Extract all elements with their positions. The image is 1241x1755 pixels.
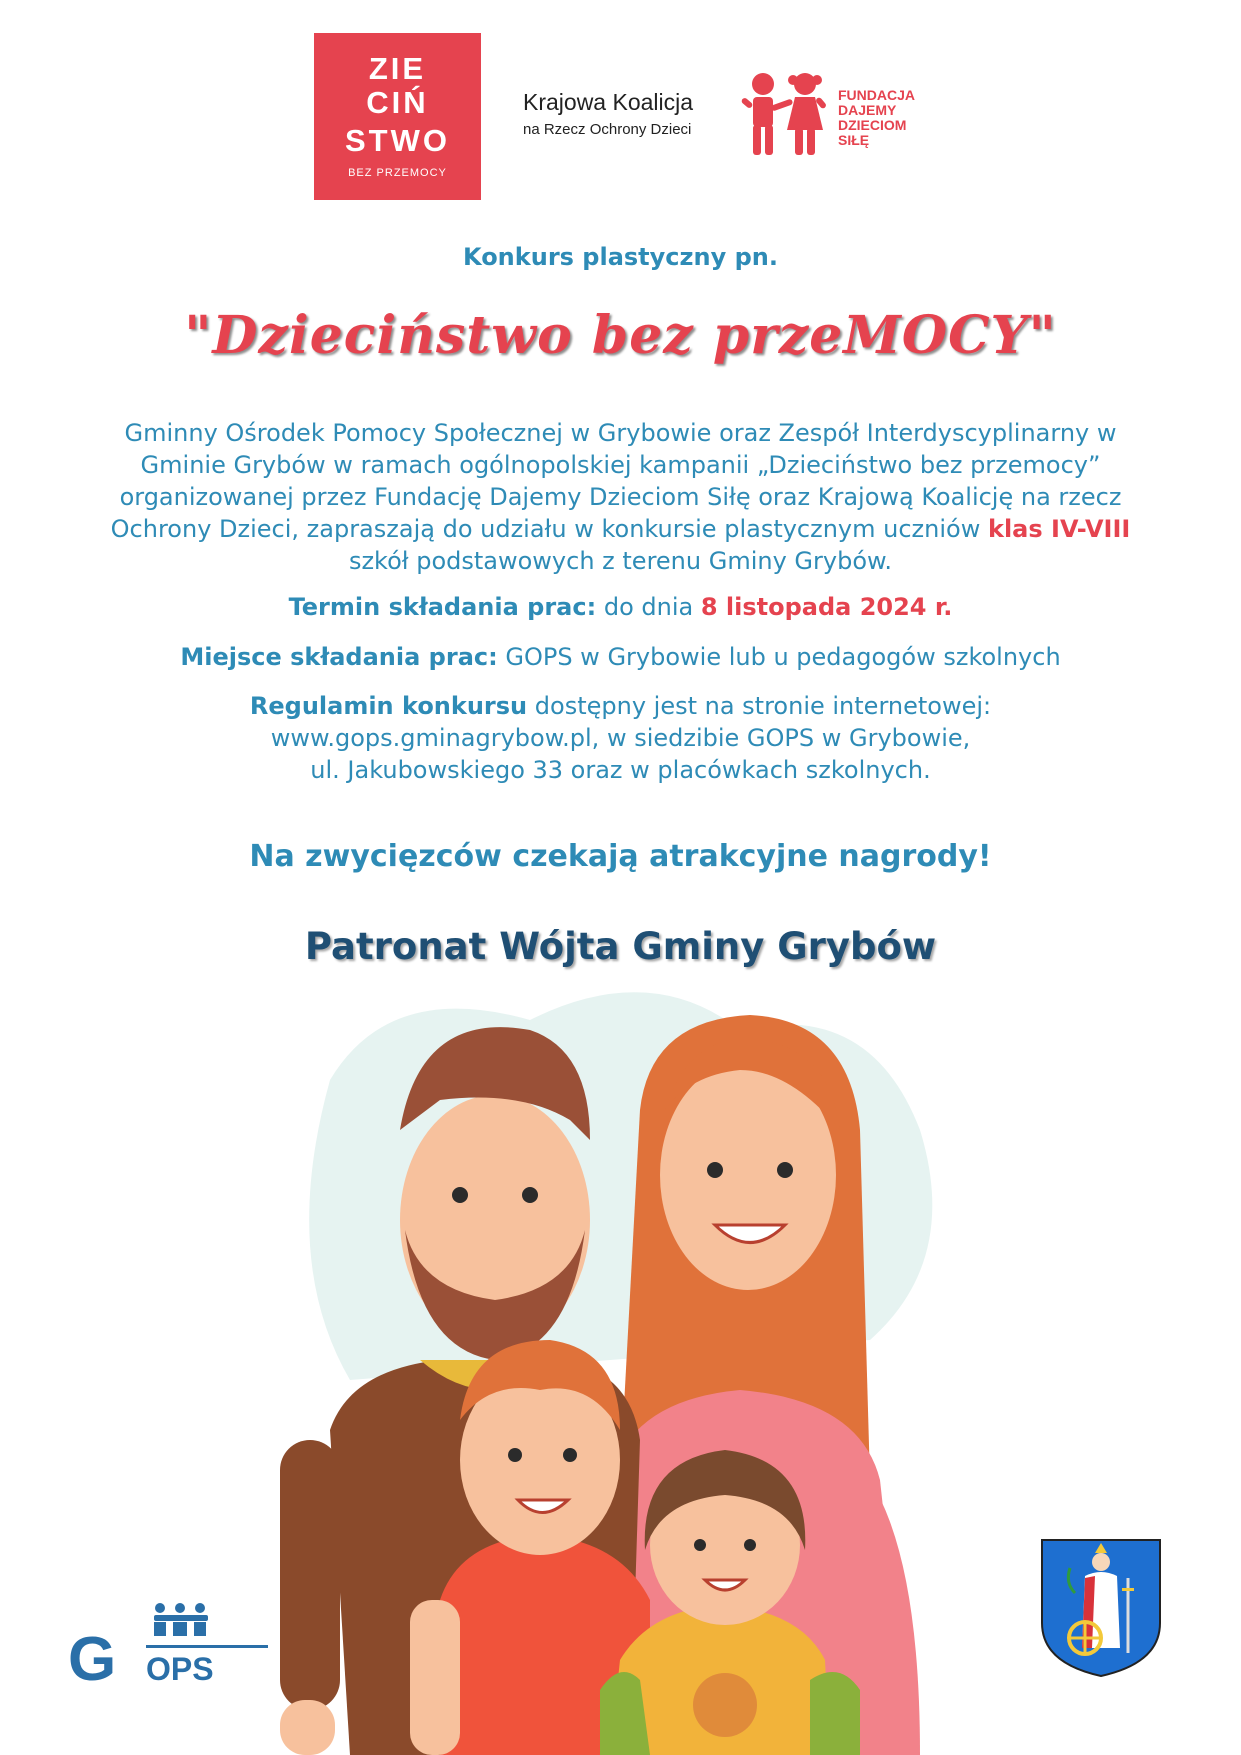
regulamin-label: Regulamin konkursu bbox=[249, 692, 528, 720]
coat-of-arms-icon bbox=[1040, 1538, 1162, 1678]
regulamin-line: www.gops.gminagrybow.pl, w siedzibie GOPS w Grybowie, bbox=[270, 724, 971, 752]
intro-text: Gminny Ośrodek Pomocy Społecznej w Grybowie oraz Zespół Interdyscyplinarny w Gminie Grybów w ramach ogólnopolskiej kampanii „Dzieciństwo bez przemocy” organizowanej przez Fundację Dajemy Dzieciom Siłę oraz Krajową Koalicję na rzecz Ochrony Dzieci, zapraszają do udziału w konkursie plastycznym uczniów bbox=[110, 419, 1122, 543]
regulamin-line: ul. Jakubowskiego 33 oraz w placówkach szkolnych. bbox=[310, 756, 931, 784]
fundacja-line: DAJEMY bbox=[838, 102, 897, 118]
konkurs-label: Konkurs plastyczny pn. bbox=[463, 243, 778, 271]
termin-line bbox=[0, 593, 1241, 621]
gops-letters: OPS bbox=[146, 1651, 214, 1685]
logo-line: STWO bbox=[345, 123, 450, 158]
intro-text-end: szkół podstawowych z terenu Gminy Grybów. bbox=[348, 547, 893, 575]
patronage-headline: Patronat Wójta Gminy Grybów bbox=[304, 925, 937, 968]
regulamin-block bbox=[0, 690, 1241, 786]
intro-paragraph bbox=[110, 417, 1131, 577]
logo-tagline: BEZ PRZEMOCY bbox=[348, 167, 447, 179]
miejsce-text: GOPS w Grybowie lub u pedagogów szkolnych bbox=[505, 643, 1061, 671]
miejsce-label: Miejsce składania prac: bbox=[180, 643, 498, 671]
fundacja-children-icon bbox=[735, 70, 835, 160]
fundacja-line: SIŁĘ bbox=[838, 132, 870, 148]
prizes-headline: Na zwycięzców czekają atrakcyjne nagrody! bbox=[249, 839, 992, 874]
family-illustration bbox=[270, 960, 990, 1755]
page-title: "Dzieciństwo bez przeMOCY" bbox=[184, 305, 1057, 366]
koalicja-name: Krajowa Koalicja bbox=[523, 89, 694, 115]
logo-line: CIŃ bbox=[366, 85, 429, 120]
termin-text: do dnia bbox=[603, 593, 694, 621]
fundacja-line: FUNDACJA bbox=[838, 87, 915, 103]
miejsce-line bbox=[0, 643, 1241, 671]
logo-line: ZIE bbox=[368, 51, 427, 86]
fundacja-name bbox=[838, 88, 915, 148]
gops-letter: G bbox=[68, 1625, 117, 1685]
dziecinstwo-logo bbox=[314, 33, 481, 200]
gops-logo bbox=[68, 1600, 268, 1685]
termin-label: Termin składania prac: bbox=[288, 593, 597, 621]
fundacja-line: DZIECIOM bbox=[838, 117, 907, 133]
koalicja-subtitle: na Rzecz Ochrony Dzieci bbox=[523, 121, 692, 138]
termin-date: 8 listopada 2024 r. bbox=[700, 593, 953, 621]
gops-divider bbox=[146, 1645, 268, 1648]
regulamin-line: dostępny jest na stronie internetowej: bbox=[534, 692, 992, 720]
intro-highlight: klas IV-VIII bbox=[987, 515, 1131, 543]
